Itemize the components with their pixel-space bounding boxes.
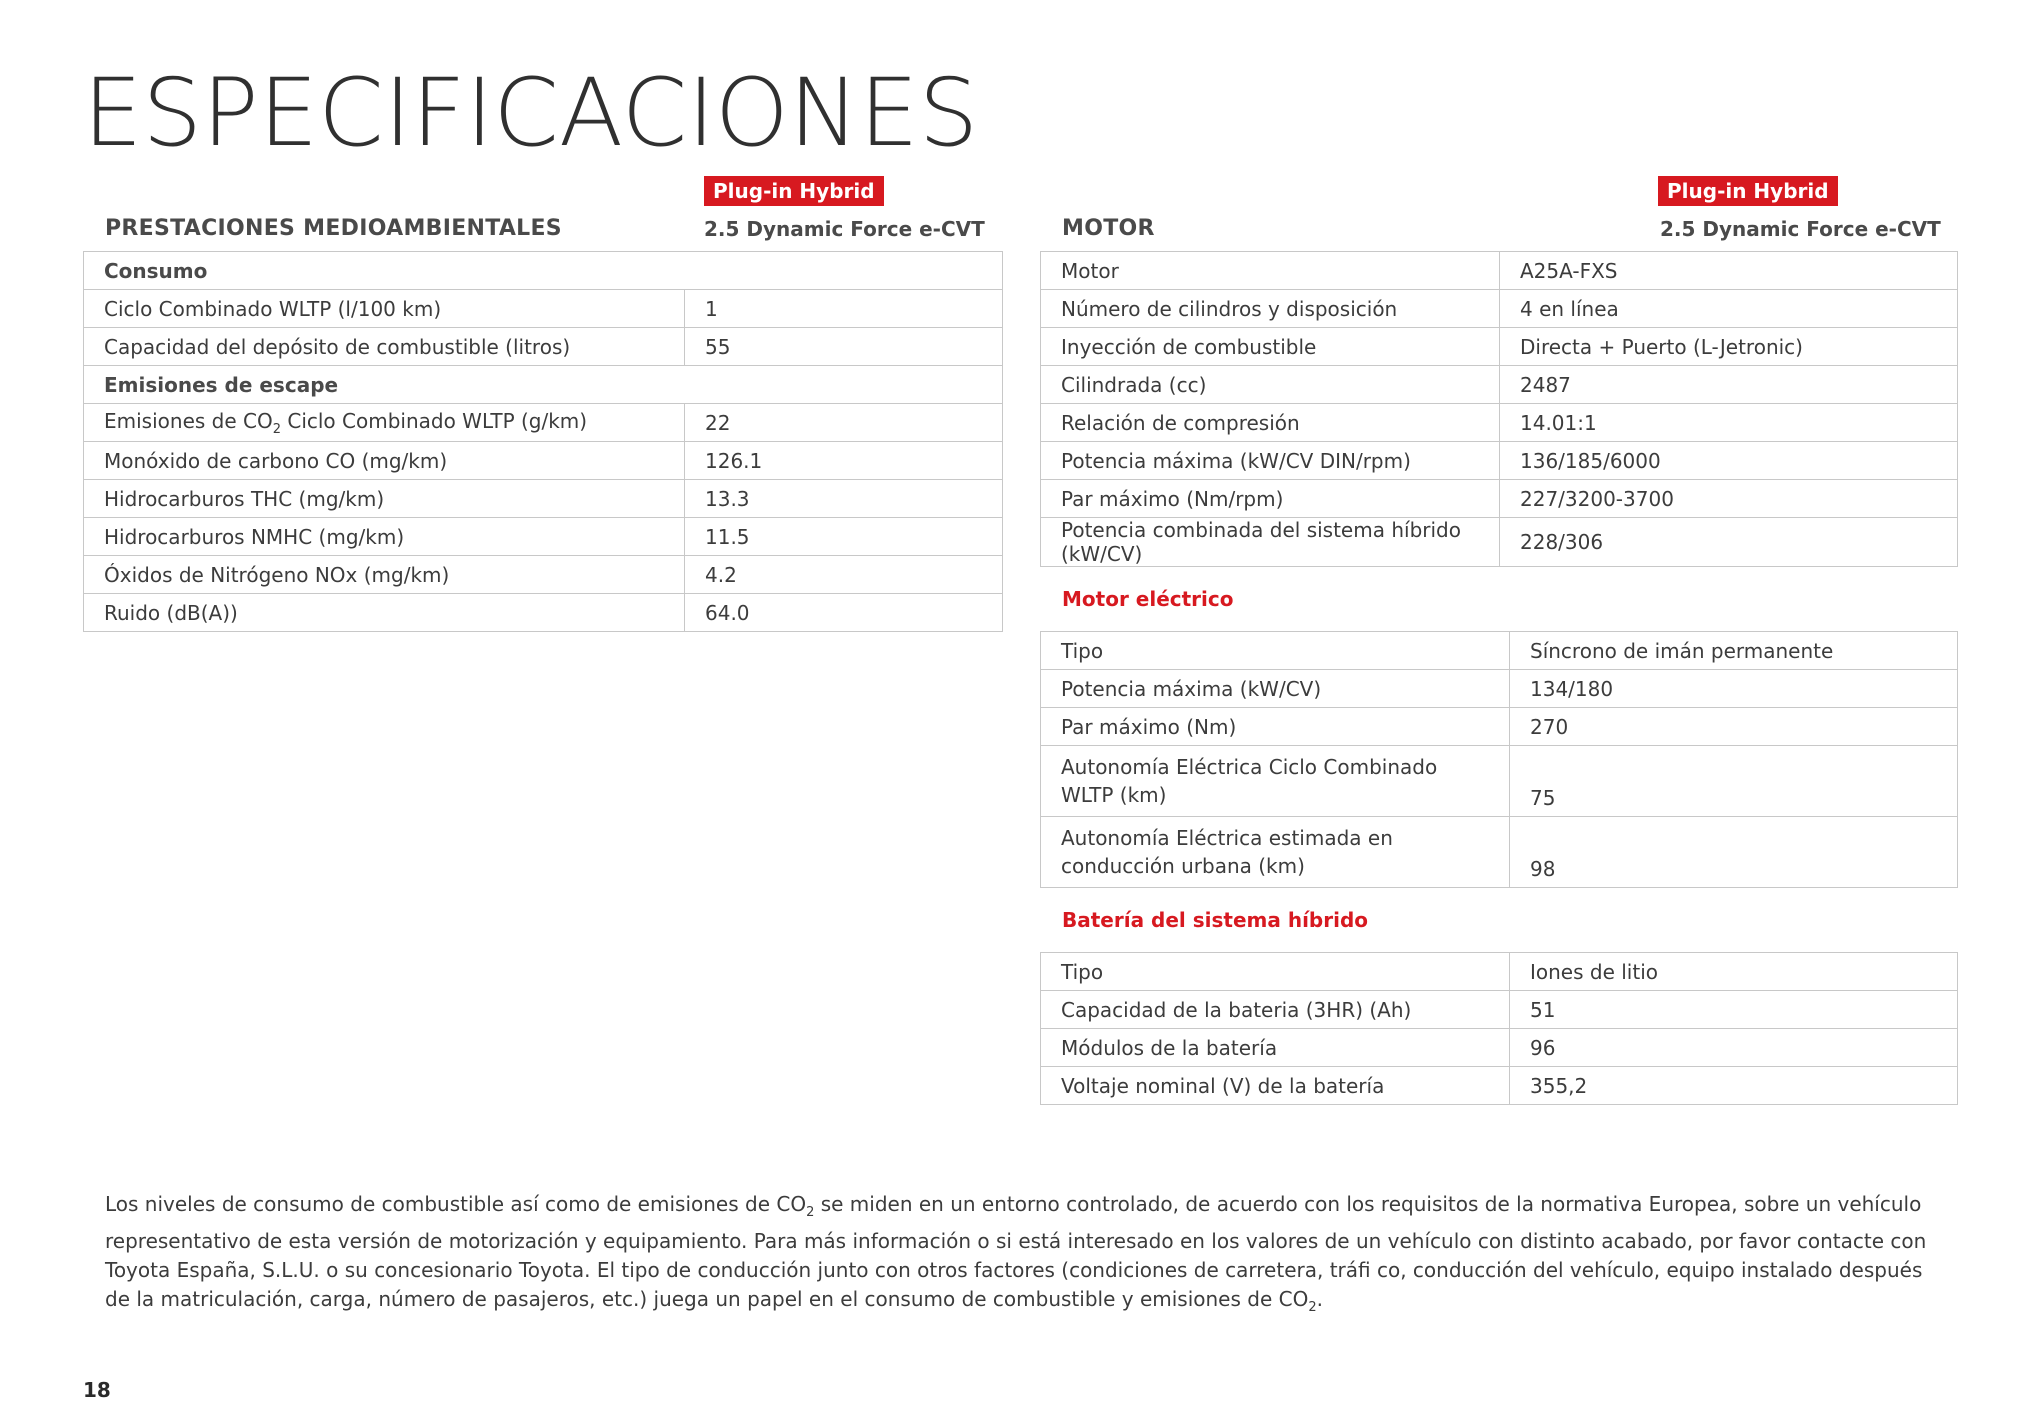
- group-header: Emisiones de escape: [84, 366, 1003, 404]
- table-row: [1041, 817, 1958, 888]
- table-row: [84, 290, 1003, 328]
- table-row: [1041, 252, 1958, 290]
- subscript: 2: [1308, 1300, 1317, 1315]
- row-label: Inyección de combustible: [1041, 328, 1500, 366]
- table-row: [1041, 953, 1958, 991]
- row-value: 4 en línea: [1500, 290, 1958, 328]
- row-value: 55: [685, 328, 1003, 366]
- row-label: [1041, 817, 1510, 888]
- row-value: 228/306: [1500, 518, 1958, 567]
- row-value: A25A-FXS: [1500, 252, 1958, 290]
- note-text: se miden en un entorno controlado, de acuerdo con los requisitos de la normativa Europea, sobre un vehículo representativo de esta versión de motorización y equipamiento. Para más información o si está interesado en los valores de un vehículo con distinto acabado, por favor contacte con Toyota España, S.L.U. o su concesionario Toyota. El tipo de conducción junto con otros factores (condiciones de carretera, tráfi co, conducción del vehículo, equipo instalado después de la matriculación, carga, número de pasajeros, etc.) juega un papel en el consumo de combustible y emisiones de CO: [105, 1192, 1927, 1311]
- row-label: Relación de compresión: [1041, 404, 1500, 442]
- row-label: Capacidad del depósito de combustible (litros): [84, 328, 685, 366]
- table-row: [1041, 366, 1958, 404]
- row-label: Motor: [1041, 252, 1500, 290]
- plug-in-hybrid-badge: Plug-in Hybrid: [704, 176, 884, 206]
- table-row: [84, 252, 1003, 290]
- row-value: 2487: [1500, 366, 1958, 404]
- row-value: 11.5: [685, 518, 1003, 556]
- table-row: [84, 404, 1003, 442]
- row-value: 227/3200-3700: [1500, 480, 1958, 518]
- table-row: [1041, 991, 1958, 1029]
- label-line: Autonomía Eléctrica Ciclo Combinado: [1061, 755, 1438, 779]
- motor-table: [1040, 251, 1958, 567]
- row-value: 51: [1510, 991, 1958, 1029]
- table-row: [84, 480, 1003, 518]
- table-row: [84, 518, 1003, 556]
- page-title: ESPECIFICACIONES: [83, 59, 979, 168]
- label-line: Autonomía Eléctrica estimada en: [1061, 826, 1393, 850]
- table-row: [84, 556, 1003, 594]
- row-label: Tipo: [1041, 632, 1510, 670]
- row-label: Módulos de la batería: [1041, 1029, 1510, 1067]
- row-label: Potencia máxima (kW/CV DIN/rpm): [1041, 442, 1500, 480]
- electric-motor-table: [1040, 631, 1958, 888]
- row-value: 1: [685, 290, 1003, 328]
- row-label: Número de cilindros y disposición: [1041, 290, 1500, 328]
- battery-table: [1040, 952, 1958, 1105]
- row-value: 270: [1510, 708, 1958, 746]
- environmental-section: [83, 176, 1003, 632]
- row-value: 22: [685, 404, 1003, 442]
- table-row: [84, 594, 1003, 632]
- row-value: 96: [1510, 1029, 1958, 1067]
- row-value: 126.1: [685, 442, 1003, 480]
- table-row: [1041, 1067, 1958, 1105]
- label-text: Emisiones de CO: [104, 408, 273, 433]
- row-label: [1041, 746, 1510, 817]
- table-row: [1041, 746, 1958, 817]
- row-label: Monóxido de carbono CO (mg/km): [84, 442, 685, 480]
- subscript: 2: [806, 1205, 815, 1220]
- note-text: .: [1316, 1287, 1323, 1311]
- row-label: Cilindrada (cc): [1041, 366, 1500, 404]
- row-value: Iones de litio: [1510, 953, 1958, 991]
- environmental-table: [83, 251, 1003, 632]
- row-label: Tipo: [1041, 953, 1510, 991]
- motor-section: [1040, 176, 1958, 1105]
- row-value: 355,2: [1510, 1067, 1958, 1105]
- note-text: Los niveles de consumo de combustible así como de emisiones de CO: [105, 1192, 807, 1216]
- table-row: [1041, 708, 1958, 746]
- subscript: 2: [272, 421, 281, 437]
- table-row: [1041, 290, 1958, 328]
- row-label: Ruido (dB(A)): [84, 594, 685, 632]
- row-label: Potencia máxima (kW/CV): [1041, 670, 1510, 708]
- row-value: 4.2: [685, 556, 1003, 594]
- row-label: Hidrocarburos NMHC (mg/km): [84, 518, 685, 556]
- electric-motor-title: Motor eléctrico: [1062, 587, 1234, 611]
- table-row: [1041, 480, 1958, 518]
- row-label: Par máximo (Nm/rpm): [1041, 480, 1500, 518]
- table-row: [1041, 328, 1958, 366]
- table-row: [1041, 1029, 1958, 1067]
- row-value: 134/180: [1510, 670, 1958, 708]
- row-label: Óxidos de Nitrógeno NOx (mg/km): [84, 556, 685, 594]
- page-number: 18: [83, 1378, 111, 1402]
- row-value: 64.0: [685, 594, 1003, 632]
- battery-title: Batería del sistema híbrido: [1062, 908, 1369, 932]
- disclaimer-note: [105, 1190, 1935, 1322]
- label-line: WLTP (km): [1061, 783, 1167, 807]
- model-name: 2.5 Dynamic Force e-CVT: [704, 217, 985, 241]
- row-label: [84, 404, 685, 442]
- motor-title: MOTOR: [1062, 216, 1155, 241]
- table-row: [84, 442, 1003, 480]
- environmental-header: [83, 176, 1003, 251]
- model-name: 2.5 Dynamic Force e-CVT: [1660, 217, 1941, 241]
- table-row: [84, 328, 1003, 366]
- row-value: 75: [1510, 746, 1958, 817]
- table-row: [1041, 518, 1958, 567]
- row-value: 14.01:1: [1500, 404, 1958, 442]
- row-label: Capacidad de la bateria (3HR) (Ah): [1041, 991, 1510, 1029]
- label-line: conducción urbana (km): [1061, 854, 1305, 878]
- table-row: [1041, 670, 1958, 708]
- row-value: 98: [1510, 817, 1958, 888]
- table-row: [84, 366, 1003, 404]
- table-row: [1041, 442, 1958, 480]
- label-text: Ciclo Combinado WLTP (g/km): [281, 408, 588, 433]
- group-header: Consumo: [84, 252, 1003, 290]
- table-row: [1041, 632, 1958, 670]
- row-value: 136/185/6000: [1500, 442, 1958, 480]
- row-label: Par máximo (Nm): [1041, 708, 1510, 746]
- row-label: Hidrocarburos THC (mg/km): [84, 480, 685, 518]
- row-label: Potencia combinada del sistema híbrido (kW/CV): [1041, 518, 1500, 567]
- table-row: [1041, 404, 1958, 442]
- row-label: Voltaje nominal (V) de la batería: [1041, 1067, 1510, 1105]
- row-value: Síncrono de imán permanente: [1510, 632, 1958, 670]
- plug-in-hybrid-badge: Plug-in Hybrid: [1658, 176, 1838, 206]
- row-label: Ciclo Combinado WLTP (l/100 km): [84, 290, 685, 328]
- environmental-title: PRESTACIONES MEDIOAMBIENTALES: [105, 216, 562, 241]
- motor-header: [1040, 176, 1958, 251]
- row-value: 13.3: [685, 480, 1003, 518]
- row-value: Directa + Puerto (L-Jetronic): [1500, 328, 1958, 366]
